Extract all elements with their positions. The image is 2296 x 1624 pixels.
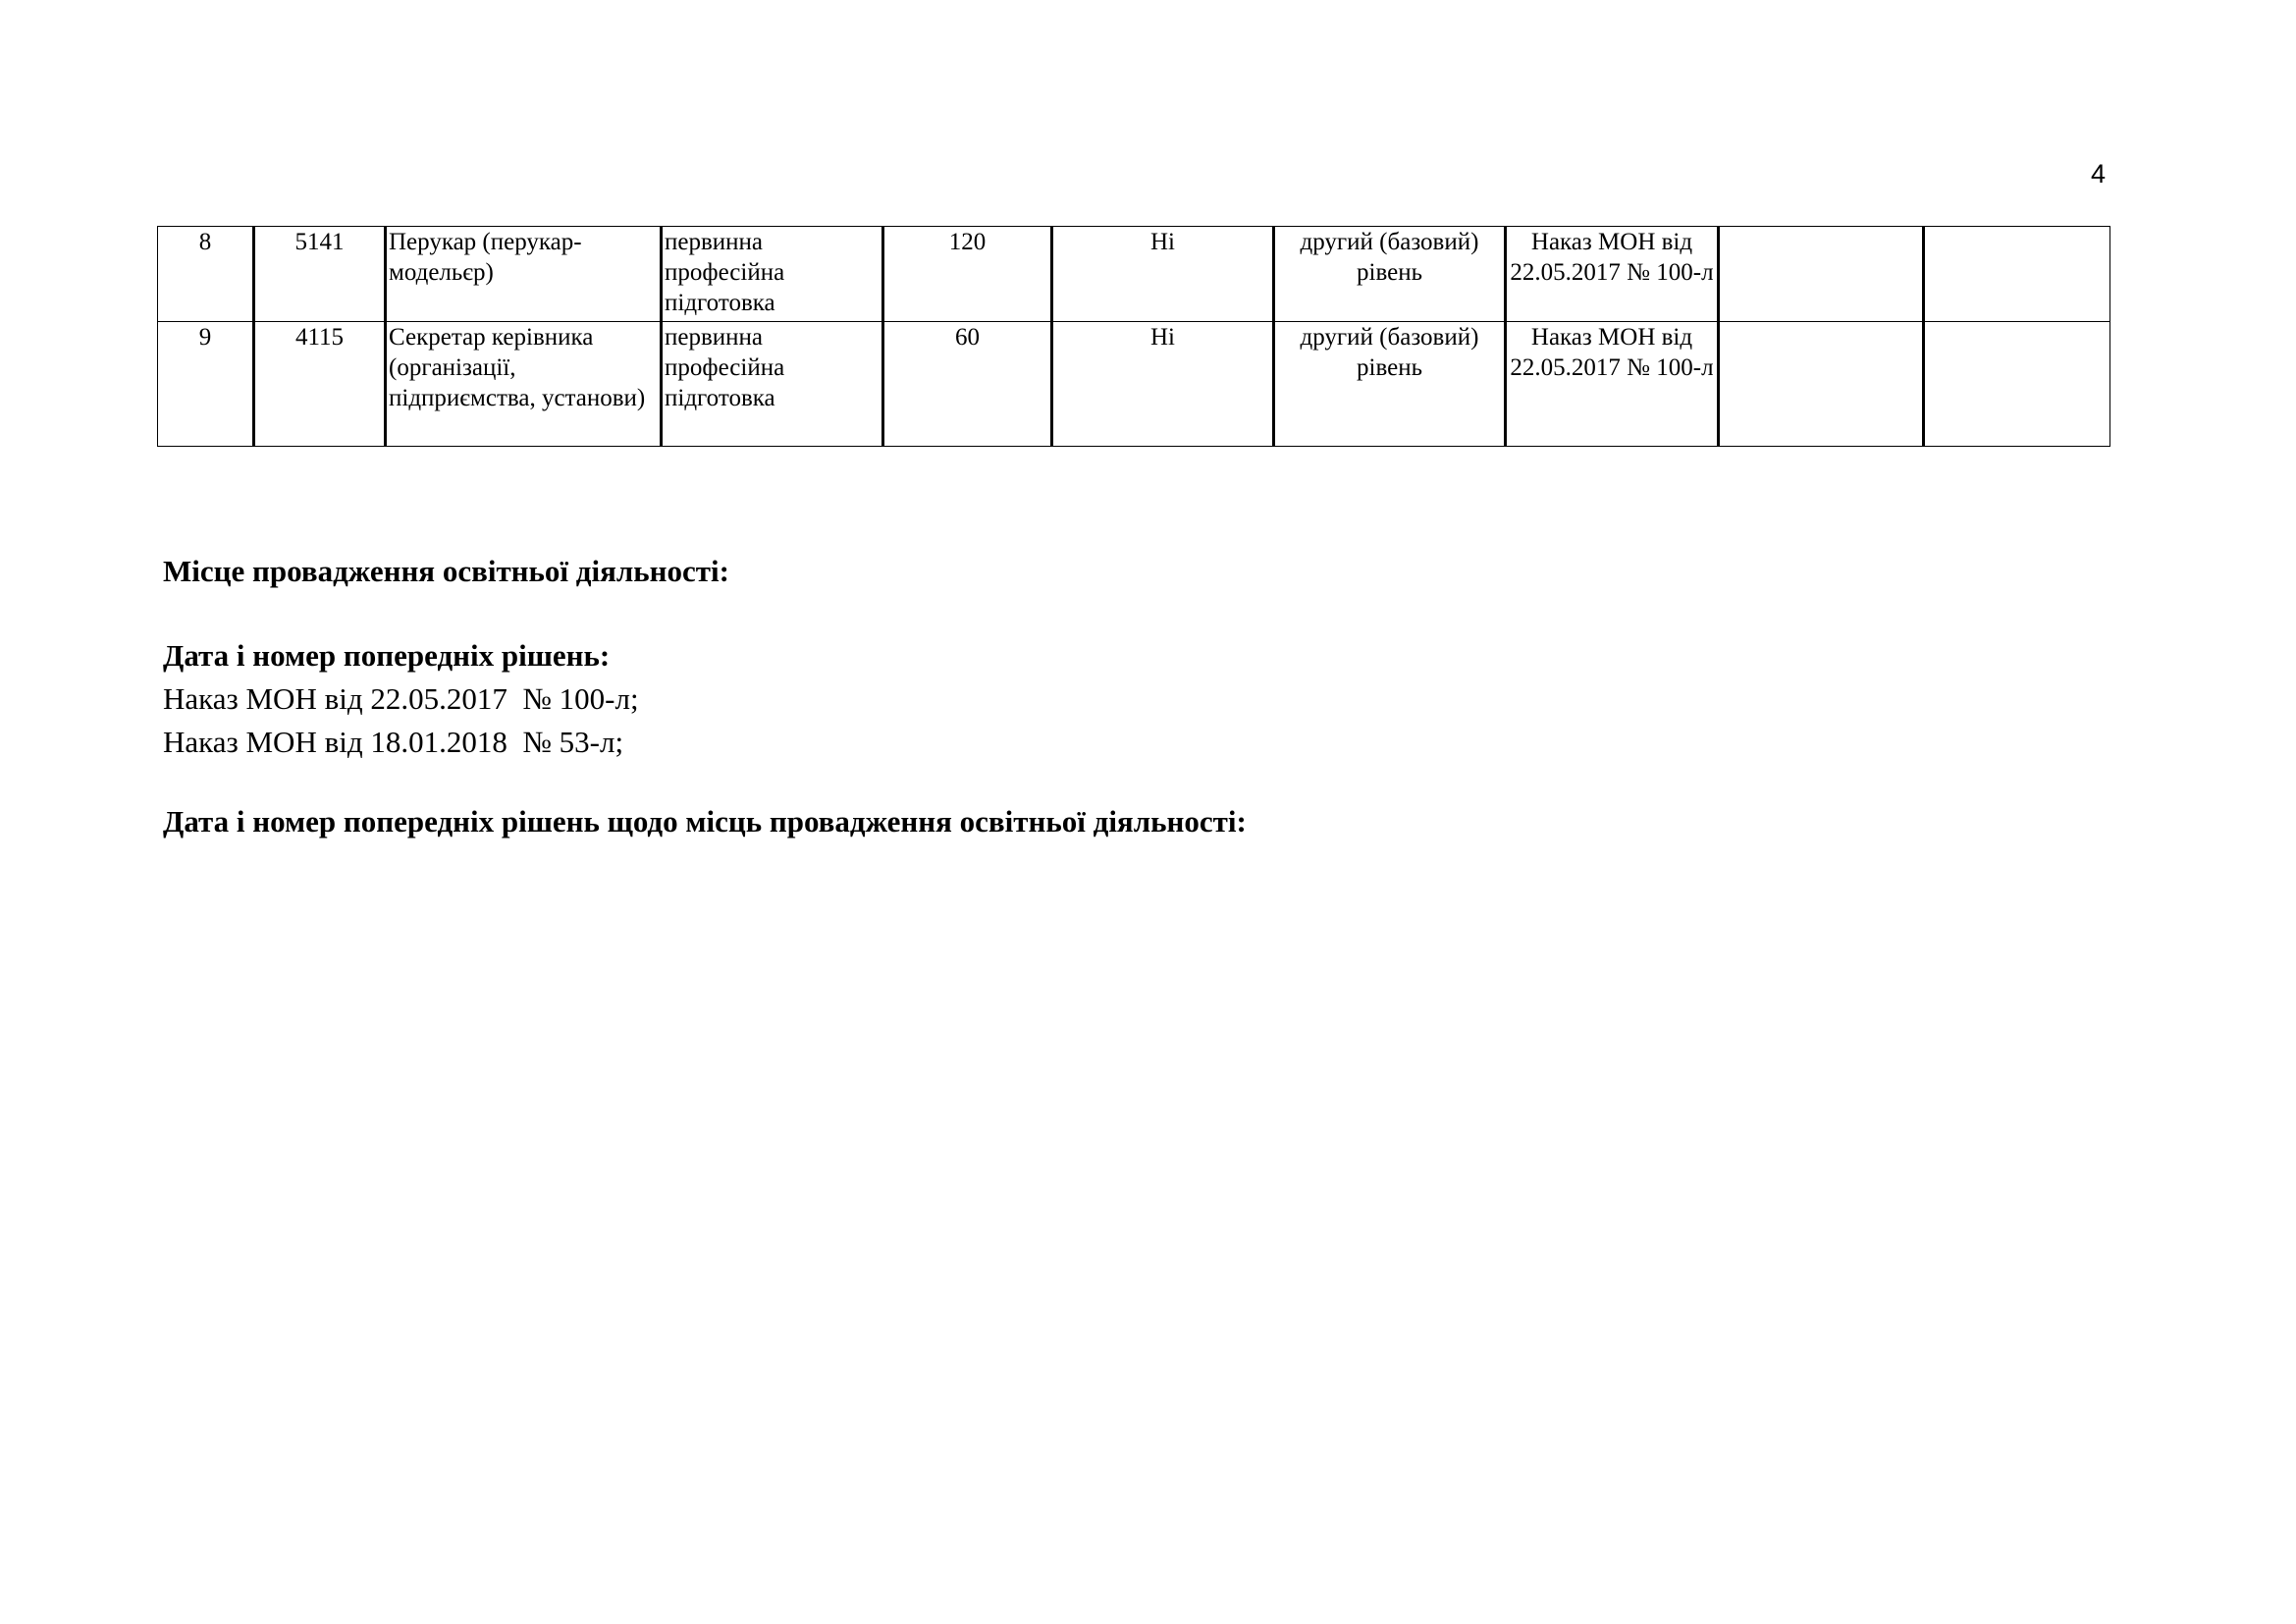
place-section bbox=[163, 550, 729, 593]
place-heading: Місце провадження освітньої діяльності: bbox=[163, 554, 729, 588]
cell-training-type: первинна професійна підготовка bbox=[662, 322, 883, 447]
cell-flag: Ні bbox=[1052, 227, 1274, 322]
licensed-professions-table bbox=[157, 226, 2110, 447]
cell-order-reference: Наказ МОН від 22.05.2017 № 100-л bbox=[1506, 227, 1719, 322]
cell-profession-name: Перукар (перукар-модельєр) bbox=[386, 227, 662, 322]
previous-decision-item: Наказ МОН від 22.05.2017 № 100-л; bbox=[163, 681, 639, 716]
cell-profession-name: Секретар керівника (організації, підприємства, установи) bbox=[386, 322, 662, 447]
cell-empty bbox=[1719, 322, 1924, 447]
cell-order-reference: Наказ МОН від 22.05.2017 № 100-л bbox=[1506, 322, 1719, 447]
cell-profession-code: 4115 bbox=[254, 322, 386, 447]
cell-empty bbox=[1924, 322, 2110, 447]
cell-row-number: 8 bbox=[158, 227, 254, 322]
previous-decisions-heading: Дата і номер попередніх рішень: bbox=[163, 638, 611, 673]
table-row bbox=[158, 227, 2110, 322]
cell-volume: 60 bbox=[883, 322, 1052, 447]
cell-flag: Ні bbox=[1052, 322, 1274, 447]
cell-empty bbox=[1719, 227, 1924, 322]
cell-volume: 120 bbox=[883, 227, 1052, 322]
cell-training-type: первинна професійна підготовка bbox=[662, 227, 883, 322]
previous-place-decisions-section bbox=[163, 800, 1247, 843]
cell-profession-code: 5141 bbox=[254, 227, 386, 322]
page-number: 4 bbox=[2091, 159, 2107, 189]
previous-decisions-section bbox=[163, 634, 639, 764]
previous-place-decisions-heading: Дата і номер попередніх рішень щодо місць провадження освітньої діяльності: bbox=[163, 804, 1247, 839]
cell-qualification-level: другий (базовий) рівень bbox=[1274, 227, 1506, 322]
cell-row-number: 9 bbox=[158, 322, 254, 447]
previous-decision-item: Наказ МОН від 18.01.2018 № 53-л; bbox=[163, 725, 624, 759]
cell-qualification-level: другий (базовий) рівень bbox=[1274, 322, 1506, 447]
table-row bbox=[158, 322, 2110, 447]
cell-empty bbox=[1924, 227, 2110, 322]
